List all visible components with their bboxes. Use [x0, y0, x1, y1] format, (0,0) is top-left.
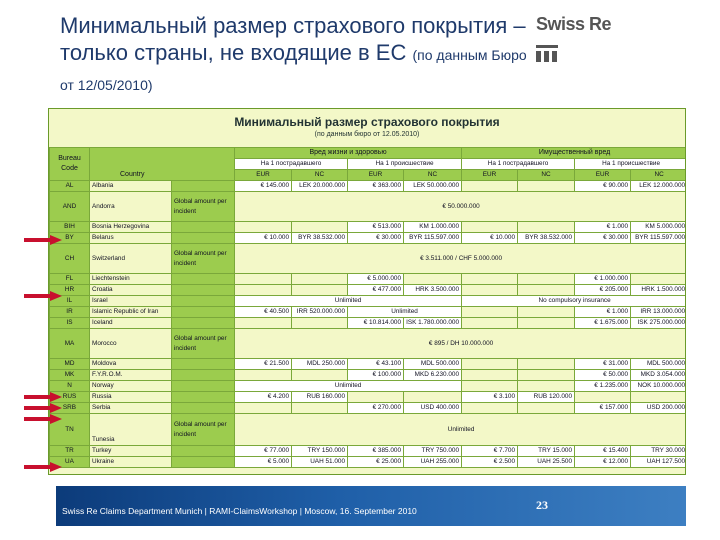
- cell-value: € 1.235.000: [575, 381, 631, 392]
- arrow-right-icon: [24, 414, 64, 424]
- cell-value: HRK 1.500.000: [631, 285, 686, 296]
- cell-value: Unlimited: [235, 381, 462, 392]
- row-country: Moldova: [90, 359, 172, 370]
- logo-mark-icon: [536, 45, 558, 62]
- cell-value: MDL 500.000: [631, 359, 686, 370]
- table-row: [50, 285, 687, 296]
- header-nc: NC: [292, 170, 348, 181]
- row-country: F.Y.R.O.M.: [90, 370, 172, 381]
- row-code: HR: [50, 285, 90, 296]
- row-code: BY: [50, 233, 90, 244]
- cell-value: € 30.000: [348, 233, 404, 244]
- global-amount-label: Global amount per incident: [172, 329, 235, 359]
- cell-global-value: Unlimited: [235, 414, 686, 446]
- cell-value: € 43.100: [348, 359, 404, 370]
- row-country: Serbia: [90, 403, 172, 414]
- table-row: [50, 233, 687, 244]
- cell-value: € 4.200: [235, 392, 292, 403]
- cell-value: € 385.000: [348, 446, 404, 457]
- header-life-health: Вред жизни и здоровью: [235, 148, 462, 159]
- arrow-right-icon: [24, 392, 64, 402]
- cell-value: € 2.500: [462, 457, 518, 468]
- header-property-per-event: На 1 происшествие: [575, 159, 686, 170]
- cell-value: € 1.000: [575, 222, 631, 233]
- cell-value: € 100.000: [348, 370, 404, 381]
- cell-value: € 7.700: [462, 446, 518, 457]
- cell-value: LEK 50.000.000: [404, 181, 462, 192]
- cell-value: € 1.000.000: [575, 274, 631, 285]
- table-header-row-1: [50, 148, 687, 159]
- cell-value: € 145.000: [235, 181, 292, 192]
- coverage-table: [49, 147, 686, 468]
- global-amount-label: Global amount per incident: [172, 192, 235, 222]
- cell-value: BYR 38.532.000: [292, 233, 348, 244]
- cell-value: LEK 12.000.000: [631, 181, 686, 192]
- row-country: Turkey: [90, 446, 172, 457]
- table-subtitle: (по данным бюро от 12.05.2010): [314, 131, 420, 138]
- cell-global-value: € 895 / DH 10.000.000: [235, 329, 686, 359]
- global-amount-label: Global amount per incident: [172, 244, 235, 274]
- header-nc: NC: [518, 170, 575, 181]
- row-code: UA: [50, 457, 90, 468]
- cell-value: € 10.000: [462, 233, 518, 244]
- row-code: SRB: [50, 403, 90, 414]
- header-life-per-victim: На 1 пострадавшего: [235, 159, 348, 170]
- cell-value: UAH 127.500: [631, 457, 686, 468]
- cell-value: € 270.000: [348, 403, 404, 414]
- cell-value: TRY 15.000: [518, 446, 575, 457]
- cell-value: HRK 3.500.000: [404, 285, 462, 296]
- header-property-per-victim: На 1 пострадавшего: [462, 159, 575, 170]
- cell-value: USD 400.000: [404, 403, 462, 414]
- cell-value: € 90.000: [575, 181, 631, 192]
- table-row: [50, 414, 687, 446]
- slide-title-main: Минимальный размер страхового покрытия – только страны, не входящие в ЕС: [60, 13, 526, 65]
- table-row: [50, 359, 687, 370]
- cell-value: KM 1.000.000: [404, 222, 462, 233]
- table-row: [50, 329, 687, 359]
- header-nc: NC: [631, 170, 686, 181]
- cell-value: € 5.000.000: [348, 274, 404, 285]
- row-code: MA: [50, 329, 90, 359]
- header-bureau-code: Bureau Code: [50, 148, 90, 181]
- row-country: Russia: [90, 392, 172, 403]
- cell-value: IRR 13.000.000: [631, 307, 686, 318]
- footer-text: Swiss Re Claims Department Munich | RAMI-ClaimsWorkshop | Moscow, 16. September 2010: [62, 506, 417, 516]
- row-code: MD: [50, 359, 90, 370]
- row-country: Ukraine: [90, 457, 172, 468]
- header-eur: EUR: [235, 170, 292, 181]
- page-number: 23: [536, 498, 548, 512]
- slide-title-source: (по данным Бюро от 12/05/2010): [60, 47, 527, 93]
- row-country: Islamic Republic of Iran: [90, 307, 172, 318]
- header-eur: EUR: [462, 170, 518, 181]
- cell-value: ISK 275.000.000: [631, 318, 686, 329]
- row-code: IR: [50, 307, 90, 318]
- cell-value: BYR 115.597.000: [404, 233, 462, 244]
- cell-value: UAH 25.500: [518, 457, 575, 468]
- arrow-right-icon: [24, 403, 64, 413]
- cell-value: € 5.000: [235, 457, 292, 468]
- swiss-re-logo: [536, 14, 636, 62]
- row-country: Croatia: [90, 285, 172, 296]
- cell-value: MKD 6.230.000: [404, 370, 462, 381]
- row-code: IS: [50, 318, 90, 329]
- cell-value: MKD 3.054.000: [631, 370, 686, 381]
- arrow-right-icon: [24, 462, 64, 472]
- row-code: N: [50, 381, 90, 392]
- cell-value: € 40.500: [235, 307, 292, 318]
- table-row: [50, 370, 687, 381]
- cell-value: € 31.000: [575, 359, 631, 370]
- row-code: TN: [50, 414, 90, 446]
- table-row: [50, 192, 687, 222]
- row-code: IL: [50, 296, 90, 307]
- cell-value: € 21.500: [235, 359, 292, 370]
- cell-value: MDL 250.000: [292, 359, 348, 370]
- table-row: [50, 244, 687, 274]
- table-row: [50, 318, 687, 329]
- table-row: [50, 403, 687, 414]
- row-code: FL: [50, 274, 90, 285]
- cell-value: € 10.000: [235, 233, 292, 244]
- row-country: Belarus: [90, 233, 172, 244]
- table-row: [50, 457, 687, 468]
- row-code: BIH: [50, 222, 90, 233]
- cell-value: € 3.100: [462, 392, 518, 403]
- row-country: Albania: [90, 181, 172, 192]
- row-code: TR: [50, 446, 90, 457]
- cell-value: ISK 1.780.000.000: [404, 318, 462, 329]
- row-country: Norway: [90, 381, 172, 392]
- header-property: Имущественный вред: [462, 148, 686, 159]
- cell-value: TRY 150.000: [292, 446, 348, 457]
- table-row: [50, 381, 687, 392]
- cell-value: Unlimited: [348, 307, 462, 318]
- row-country: Morocco: [90, 329, 172, 359]
- cell-value: KM 5.000.000: [631, 222, 686, 233]
- row-country: Bosnia Herzegovina: [90, 222, 172, 233]
- cell-value: € 50.000: [575, 370, 631, 381]
- global-amount-label: Global amount per incident: [172, 414, 235, 446]
- coverage-table-panel: [48, 108, 686, 475]
- row-code: MK: [50, 370, 90, 381]
- cell-value: TRY 750.000: [404, 446, 462, 457]
- cell-value: UAH 255.000: [404, 457, 462, 468]
- row-country: Andorra: [90, 192, 172, 222]
- cell-value: € 15.400: [575, 446, 631, 457]
- cell-value: € 513.000: [348, 222, 404, 233]
- table-row: [50, 392, 687, 403]
- row-country: Iceland: [90, 318, 172, 329]
- cell-value: IRR 520.000.000: [292, 307, 348, 318]
- cell-value: € 10.814.000: [348, 318, 404, 329]
- cell-value: NOK 10.000.000: [631, 381, 686, 392]
- table-title: Минимальный размер страхового покрытия: [234, 115, 500, 129]
- table-row: [50, 446, 687, 457]
- cell-value: TRY 30.000: [631, 446, 686, 457]
- row-code: AL: [50, 181, 90, 192]
- footer-bar: [56, 486, 686, 526]
- header-eur: EUR: [348, 170, 404, 181]
- row-country: Tunesia: [90, 414, 172, 446]
- cell-value: € 77.000: [235, 446, 292, 457]
- cell-global-value: € 50.000.000: [235, 192, 686, 222]
- row-code: AND: [50, 192, 90, 222]
- table-row: [50, 296, 687, 307]
- row-code: CH: [50, 244, 90, 274]
- table-row: [50, 181, 687, 192]
- cell-value: € 205.000: [575, 285, 631, 296]
- cell-value: RUB 120.000: [518, 392, 575, 403]
- cell-value: € 157.000: [575, 403, 631, 414]
- cell-value: BYR 115.597.000: [631, 233, 686, 244]
- table-row: [50, 274, 687, 285]
- slide-title: [60, 12, 530, 99]
- row-code: RUS: [50, 392, 90, 403]
- arrow-right-icon: [24, 235, 64, 245]
- row-country: Israel: [90, 296, 172, 307]
- cell-value: € 30.000: [575, 233, 631, 244]
- cell-value: BYR 38.532.000: [518, 233, 575, 244]
- cell-value: € 25.000: [348, 457, 404, 468]
- cell-value: RUB 160.000: [292, 392, 348, 403]
- arrow-right-icon: [24, 291, 64, 301]
- cell-value: LEK 20.000.000: [292, 181, 348, 192]
- row-country: Liechtenstein: [90, 274, 172, 285]
- cell-value: € 363.000: [348, 181, 404, 192]
- cell-value: € 12.000: [575, 457, 631, 468]
- table-row: [50, 222, 687, 233]
- cell-value: Unlimited: [235, 296, 462, 307]
- cell-value: No compulsory insurance: [462, 296, 686, 307]
- cell-value: USD 200.000: [631, 403, 686, 414]
- cell-value: € 1.000: [575, 307, 631, 318]
- table-row: [50, 307, 687, 318]
- header-life-per-event: На 1 происшествие: [348, 159, 462, 170]
- header-nc: NC: [404, 170, 462, 181]
- cell-value: MDL 500.000: [404, 359, 462, 370]
- cell-value: € 477.000: [348, 285, 404, 296]
- header-eur: EUR: [575, 170, 631, 181]
- cell-value: € 1.675.000: [575, 318, 631, 329]
- cell-value: UAH 51.000: [292, 457, 348, 468]
- row-country: Switzerland: [90, 244, 172, 274]
- header-country: Country: [90, 148, 235, 181]
- cell-global-value: € 3.511.000 / CHF 5.000.000: [235, 244, 686, 274]
- logo-brand-text: Swiss Re: [536, 14, 612, 34]
